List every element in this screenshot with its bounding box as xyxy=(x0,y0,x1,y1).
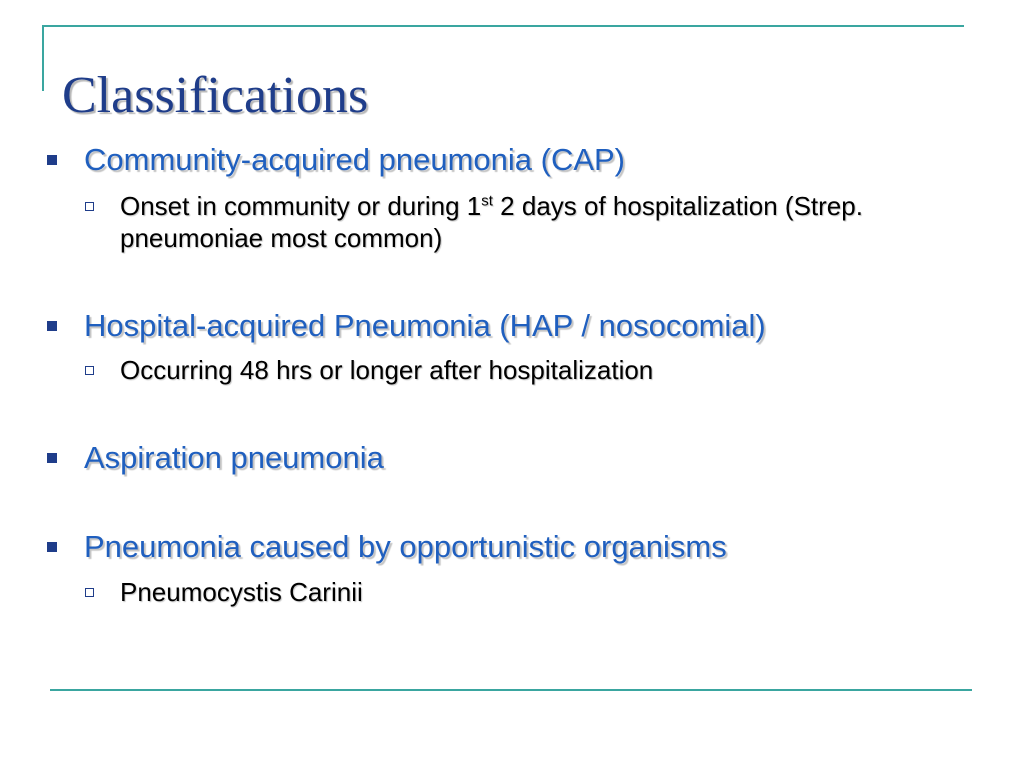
bullet-label: Aspiration pneumonia xyxy=(84,440,384,475)
bullet-label: Pneumonia caused by opportunistic organisms xyxy=(84,529,727,564)
hollow-square-bullet-icon xyxy=(85,202,94,211)
left-rule xyxy=(42,25,44,91)
bullet-aspiration xyxy=(84,439,384,477)
sub-bullet-text-post: 2 days of hospitalization (Strep. pneumoniae most common) xyxy=(120,191,863,253)
sub-bullet-text: Occurring 48 hrs or longer after hospitalization xyxy=(120,355,654,385)
superscript: st xyxy=(481,192,493,210)
bullet-cap xyxy=(84,141,625,179)
square-bullet-icon xyxy=(47,453,57,463)
hollow-square-bullet-icon xyxy=(85,366,94,375)
sub-bullet-pcp xyxy=(120,576,980,608)
bullet-label: Hospital-acquired Pneumonia (HAP / nosocomial) xyxy=(84,308,766,343)
sub-bullet-text: Pneumocystis Carinii xyxy=(120,577,363,607)
sub-bullet-hap-onset xyxy=(120,354,980,386)
bottom-rule xyxy=(50,689,972,691)
slide-title: Classifications xyxy=(62,67,369,124)
square-bullet-icon xyxy=(47,321,57,331)
sub-bullet-text-pre: Onset in community or during 1 xyxy=(120,191,482,221)
hollow-square-bullet-icon xyxy=(85,588,94,597)
sub-bullet-cap-onset xyxy=(120,190,980,254)
square-bullet-icon xyxy=(47,542,57,552)
bullet-hap xyxy=(84,307,766,345)
top-rule xyxy=(42,25,964,27)
bullet-opportunistic xyxy=(84,528,727,566)
bullet-label: Community-acquired pneumonia (CAP) xyxy=(84,142,626,177)
square-bullet-icon xyxy=(47,155,57,165)
